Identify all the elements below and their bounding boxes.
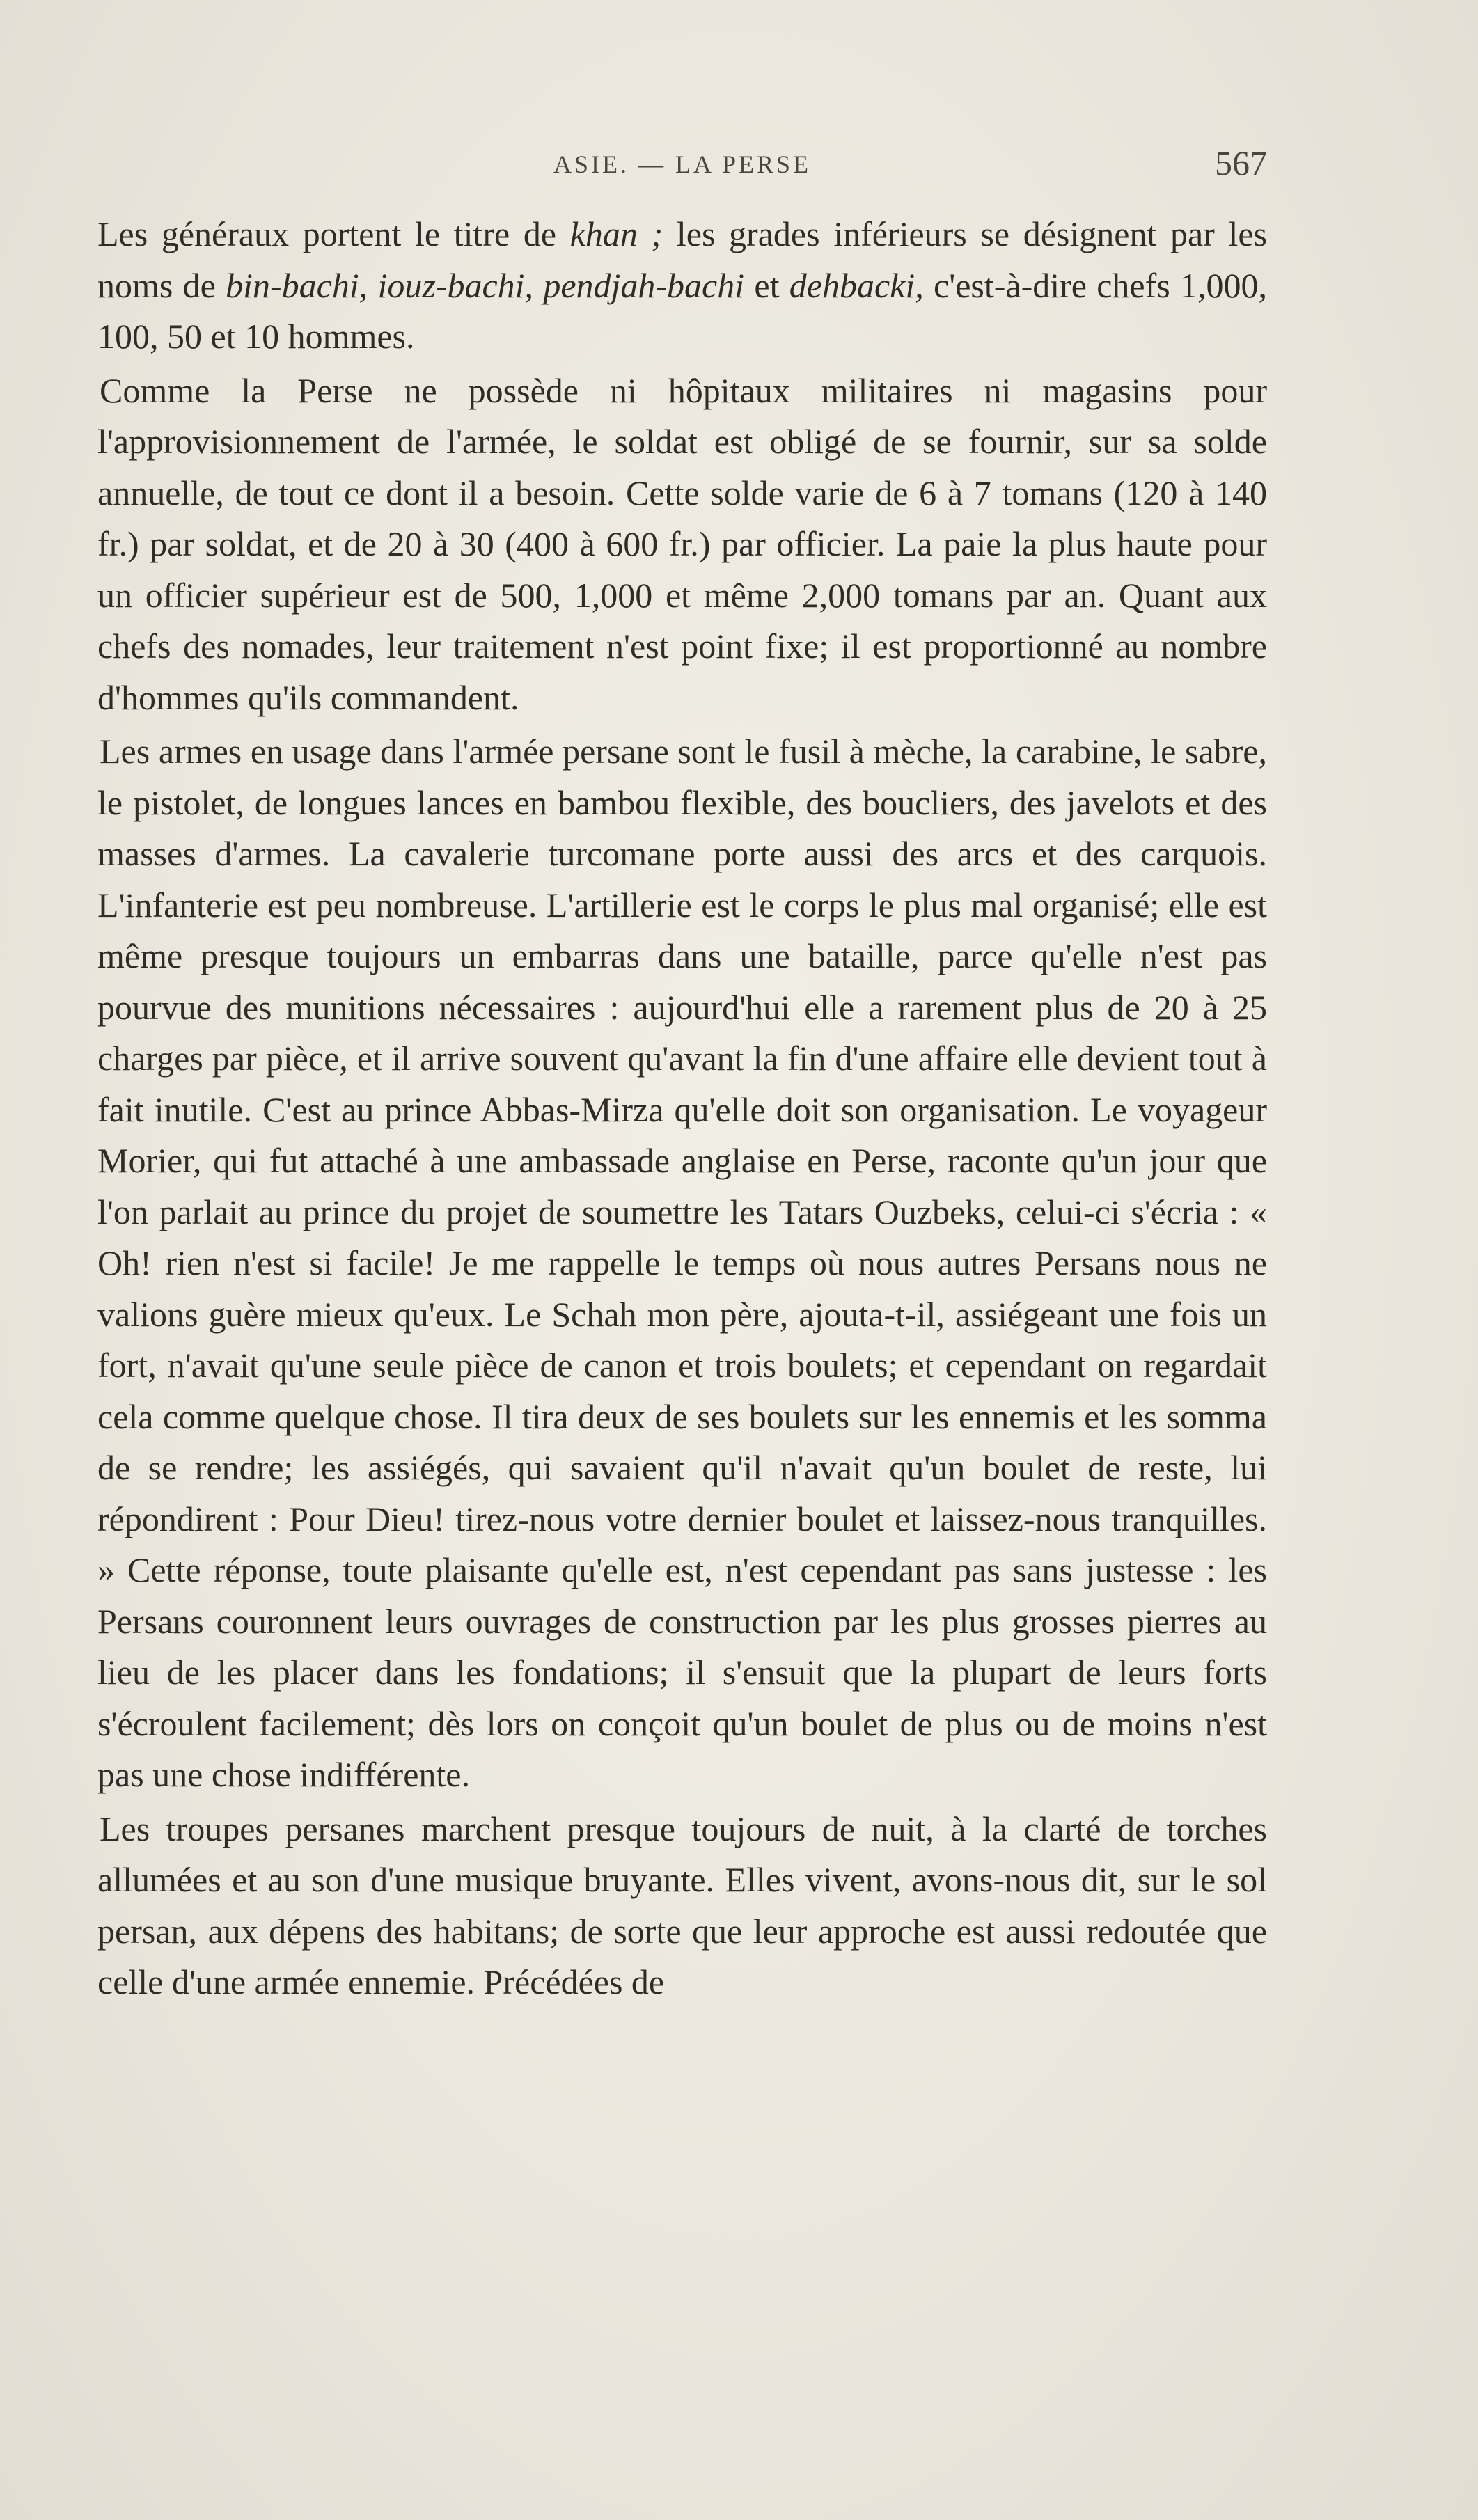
text-run: et — [744, 265, 789, 305]
text-run: Les armes en usage dans l'armée persane sont le fusil à mèche, la carabine, le sabre, le pistolet, de longues lances en bambou flexible, des boucliers, des javelots et des masses d'armes. La cavalerie turcomane porte aussi des arcs et des carquois. L'infanterie est peu nombreuse. L'artillerie est le corps le plus mal organisé; elle est même presque toujours un embarras dans une bataille, parce qu'elle n'est pas pourvue des munitions nécessaires : aujourd'hui elle a rarement plus de 20 à 25 charges par pièce, et il arrive souvent qu'avant la fin d'une affaire elle devient tout à fait inutile. C'est au prince Abbas-Mirza qu'elle doit son organisation. Le voyageur Morier, qui fut attaché à une ambassade anglaise en Perse, raconte qu'un jour que l'on parlait au prince du projet de soumettre les Tatars Ouzbeks, celui-ci s'écria : « Oh! rien n'est si facile! Je me rappelle le temps où nous autres Persans nous ne valions guère mieux qu'eux. Le Schah mon père, ajouta-t-il, assiégeant une fois un fort, n'avait qu'une seule pièce de canon et trois boulets; et cependant on regardait cela comme quelque chose. Il tira deux de ses boulets sur les ennemis et les somma de se rendre; les assiégés, qui savaient qu'il n'avait qu'un boulet de reste, lui répondirent : Pour Dieu! tirez-nous votre dernier boulet et laissez-nous tranquilles. » Cette réponse, toute plaisante qu'elle est, n'est cependant pas sans justesse : les Persans couronnent leurs ouvrages de construction par les plus grosses pierres au lieu de les placer dans les fondations; il s'ensuit que la plupart de leurs forts s'écroulent facilement; dès lors on conçoit qu'un boulet de plus ou de moins n'est pas une chose indifférente. — [97, 732, 1267, 1794]
italic-text-run: dehbacki, — [789, 265, 924, 305]
paragraph — [97, 365, 1267, 724]
text-run: les grades inférieurs se désignent par les noms de — [97, 214, 1268, 305]
paragraph — [97, 726, 1267, 1801]
italic-text-run: khan ; — [569, 214, 663, 253]
paragraph — [97, 209, 1267, 363]
italic-text-run: bin-bachi, iouz-bachi, pendjah-bachi — [226, 265, 745, 305]
body-text — [97, 209, 1267, 2008]
text-run: Les troupes persanes marchent presque toujours de nuit, à la clarté de torches allumées et au son d'une musique bruyante. Elles vivent, avons-nous dit, sur le sol persan, aux dépens des habitans; de sorte que leur approche est aussi redoutée que celle d'une armée ennemie. Précédées de — [97, 1809, 1267, 2001]
text-run: Comme la Perse ne possède ni hôpitaux militaires ni magasins pour l'approvisionnement de l'armée, le soldat est obligé de se fournir, sur sa solde annuelle, de tout ce dont il a besoin. Cette solde varie de 6 à 7 tomans (120 à 140 fr.) par soldat, et de 20 à 30 (400 à 600 fr.) par officier. La paie la plus haute pour un officier supérieur est de 500, 1,000 et même 2,000 tomans par an. Quant aux chefs des nomades, leur traitement n'est point fixe; il est proportionné au nombre d'hommes qu'ils commandent. — [97, 370, 1267, 717]
text-run: c'est-à-dire chefs 1,000, 100, 50 et 10 hommes. — [97, 265, 1267, 356]
running-header — [97, 143, 1267, 191]
page-number: 567 — [1215, 143, 1267, 182]
text-run: Les généraux portent le titre de — [97, 214, 570, 253]
header-title: ASIE. — LA PERSE — [553, 150, 812, 178]
paragraph — [97, 1804, 1267, 2008]
